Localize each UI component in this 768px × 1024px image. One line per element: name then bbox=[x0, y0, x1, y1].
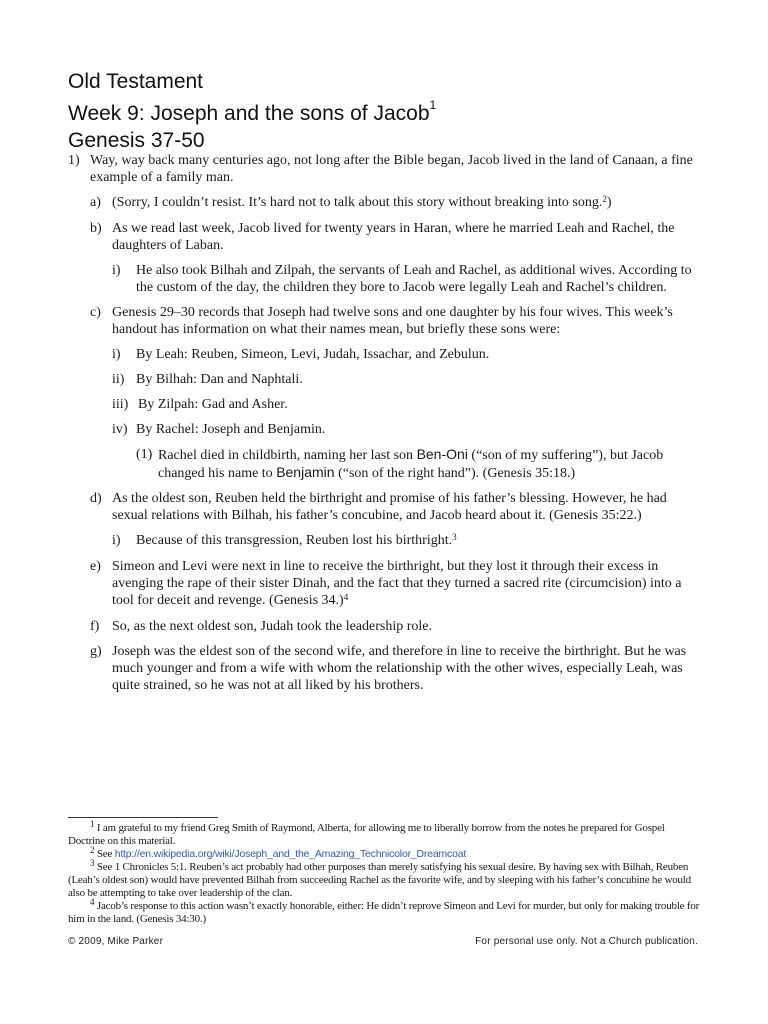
outline-text: By Zilpah: Gad and Asher. bbox=[138, 397, 288, 412]
footnote-text: Jacob’s response to this action wasn’t exactly honorable, either: He didn’t reprove Simeon and Levi for murder, but only for making trouble for him in the land. (Genesis 34:30.) bbox=[68, 900, 700, 925]
outline-item-1c-i bbox=[68, 346, 700, 363]
footnote-2 bbox=[68, 845, 700, 861]
outline-text: By Bilhah: Dan and Naphtali. bbox=[136, 372, 303, 387]
outline-text: (Sorry, I couldn’t resist. It’s hard not to talk about this story without breaking into song. bbox=[112, 195, 603, 210]
outline-marker: i) bbox=[112, 533, 121, 548]
outline-marker: d) bbox=[90, 491, 102, 506]
footnote-number: 2 bbox=[90, 845, 95, 855]
outline-marker: b) bbox=[90, 221, 102, 236]
outline-item-1c-iv bbox=[68, 421, 700, 438]
outline-item-1e bbox=[68, 558, 700, 610]
outline-item-1c-iii bbox=[68, 396, 700, 413]
copyright-notice: © 2009, Mike Parker bbox=[68, 936, 164, 947]
outline-item-1b-i bbox=[68, 262, 700, 296]
outline-marker: 1) bbox=[68, 153, 80, 168]
outline-text-wrap bbox=[112, 194, 700, 212]
footnotes bbox=[68, 819, 700, 926]
outline-text: Rachel died in childbirth, naming her last son bbox=[158, 448, 417, 463]
outline-marker: e) bbox=[90, 559, 101, 574]
outline-item-1c bbox=[68, 304, 700, 338]
outline-text: (“son of my suffering”), but Jacob changed his name to bbox=[158, 448, 664, 481]
title-scripture: Genesis 37-50 bbox=[68, 129, 205, 152]
outline-text: He also took Bilhah and Zilpah, the servants of Leah and Rachel, as additional wives. According to the custom of the day, the children they bore to Jacob were legally Leah and Rachel’s children. bbox=[136, 263, 692, 295]
outline-item-1g bbox=[68, 643, 700, 694]
outline-text: By Leah: Reuben, Simeon, Levi, Judah, Issachar, and Zebulun. bbox=[136, 347, 490, 362]
footnote-ref-3: 3 bbox=[452, 532, 457, 542]
outline-text: As the oldest son, Reuben held the birthright and promise of his father’s blessing. However, he had sexual relations with Bilhah, his father’s concubine, and Jacob heard about it. (Genesis 35:22.) bbox=[112, 491, 667, 523]
outline-text: As we read last week, Jacob lived for twenty years in Haran, where he married Leah and Rachel, the daughters of Laban. bbox=[112, 221, 675, 253]
outline-marker: (1) bbox=[136, 447, 153, 462]
outline-marker: ii) bbox=[112, 372, 125, 387]
outline-text: Because of this transgression, Reuben lost his birthright. bbox=[136, 533, 453, 548]
footnote-ref-1: 1 bbox=[429, 98, 437, 112]
outline-marker: g) bbox=[90, 644, 102, 659]
outline-text: (“son of the right hand”). (Genesis 35:18.) bbox=[334, 466, 576, 481]
outline-text-wrap bbox=[112, 558, 700, 610]
outline-marker: i) bbox=[112, 263, 121, 278]
outline-marker: f) bbox=[90, 619, 100, 634]
title-week-text: Week 9: Joseph and the sons of Jacob bbox=[68, 102, 430, 125]
footnote-1 bbox=[68, 819, 700, 848]
wikipedia-link[interactable]: http://en.wikipedia.org/wiki/Joseph_and_the_Amazing_Technicolor_Dreamcoat bbox=[114, 848, 467, 860]
outline-text: Genesis 29–30 records that Joseph had twelve sons and one daughter by his four wives. This week’s handout has information on what their names mean, but briefly these sons were: bbox=[112, 305, 673, 337]
outline-item-1d-i bbox=[68, 532, 700, 550]
outline-item-1 bbox=[68, 152, 700, 186]
outline-marker: c) bbox=[90, 305, 101, 320]
title-course: Old Testament bbox=[68, 70, 204, 93]
outline-text: Simeon and Levi were next in line to receive the birthright, but they lost it through their excess in avenging the rape of their sister Dinah, and the fact that they turned a sacred rite (circumcision) into a tool for deceit and revenge. (Genesis 34.) bbox=[112, 559, 682, 608]
footnote-text: See 1 Chronicles 5:1. Reuben’s act probably had other purposes than merely satisfying his sexual desire. By having sex with Bilhah, Reuben (Leah’s oldest son) would have prevented Bilhah from succeeding Rachel as the favorite wife, and by sleeping with his father’s concubine he would also be attempting to take over leadership of the clan. bbox=[68, 861, 691, 899]
title-week bbox=[68, 95, 436, 127]
outline-text-wrap bbox=[158, 446, 700, 482]
footnote-text: I am grateful to my friend Greg Smith of Raymond, Alberta, for allowing me to liberally borrow from the notes he prepared for Gospel Doctrine on this material. bbox=[68, 822, 665, 847]
outline-text: Way, way back many centuries ago, not long after the Bible began, Jacob lived in the land of Canaan, a fine example of a family man. bbox=[90, 153, 693, 185]
usage-notice: For personal use only. Not a Church publication. bbox=[475, 936, 698, 947]
title-block bbox=[68, 68, 436, 154]
name-ben-oni: Ben-Oni bbox=[416, 446, 468, 462]
outline-text-end: ) bbox=[606, 195, 612, 210]
footnote-ref-2: 2 bbox=[602, 194, 607, 204]
outline-marker: iii) bbox=[112, 397, 129, 412]
footnote-divider bbox=[68, 817, 218, 818]
outline-item-1b bbox=[68, 220, 700, 254]
outline-text: By Rachel: Joseph and Benjamin. bbox=[136, 422, 326, 437]
outline-text: Joseph was the eldest son of the second wife, and therefore in line to receive the birthright. But he was much younger and from a wife with whom the relationship with the other wives, especially Leah, was quite strained, so he was not at all liked by his brothers. bbox=[112, 644, 687, 693]
outline-item-1c-iv-1 bbox=[68, 446, 700, 482]
footnote-number: 4 bbox=[90, 897, 95, 907]
outline-text: So, as the next oldest son, Judah took the leadership role. bbox=[112, 619, 432, 634]
footnote-text: See bbox=[94, 848, 115, 860]
page-footer bbox=[68, 936, 698, 947]
outline-item-1f bbox=[68, 618, 700, 635]
outline-marker: i) bbox=[112, 347, 121, 362]
outline-marker: iv) bbox=[112, 422, 128, 437]
footnote-4 bbox=[68, 897, 700, 926]
outline-text-wrap bbox=[136, 532, 700, 550]
outline-item-1a bbox=[68, 194, 700, 212]
outline-content bbox=[68, 152, 700, 702]
footnote-number: 1 bbox=[90, 819, 95, 829]
outline-item-1c-ii bbox=[68, 371, 700, 388]
footnote-number: 3 bbox=[90, 858, 95, 868]
name-benjamin: Benjamin bbox=[276, 464, 335, 480]
outline-marker: a) bbox=[90, 195, 101, 210]
footnote-ref-4: 4 bbox=[343, 592, 349, 602]
footnote-3 bbox=[68, 858, 700, 900]
outline-item-1d bbox=[68, 490, 700, 524]
